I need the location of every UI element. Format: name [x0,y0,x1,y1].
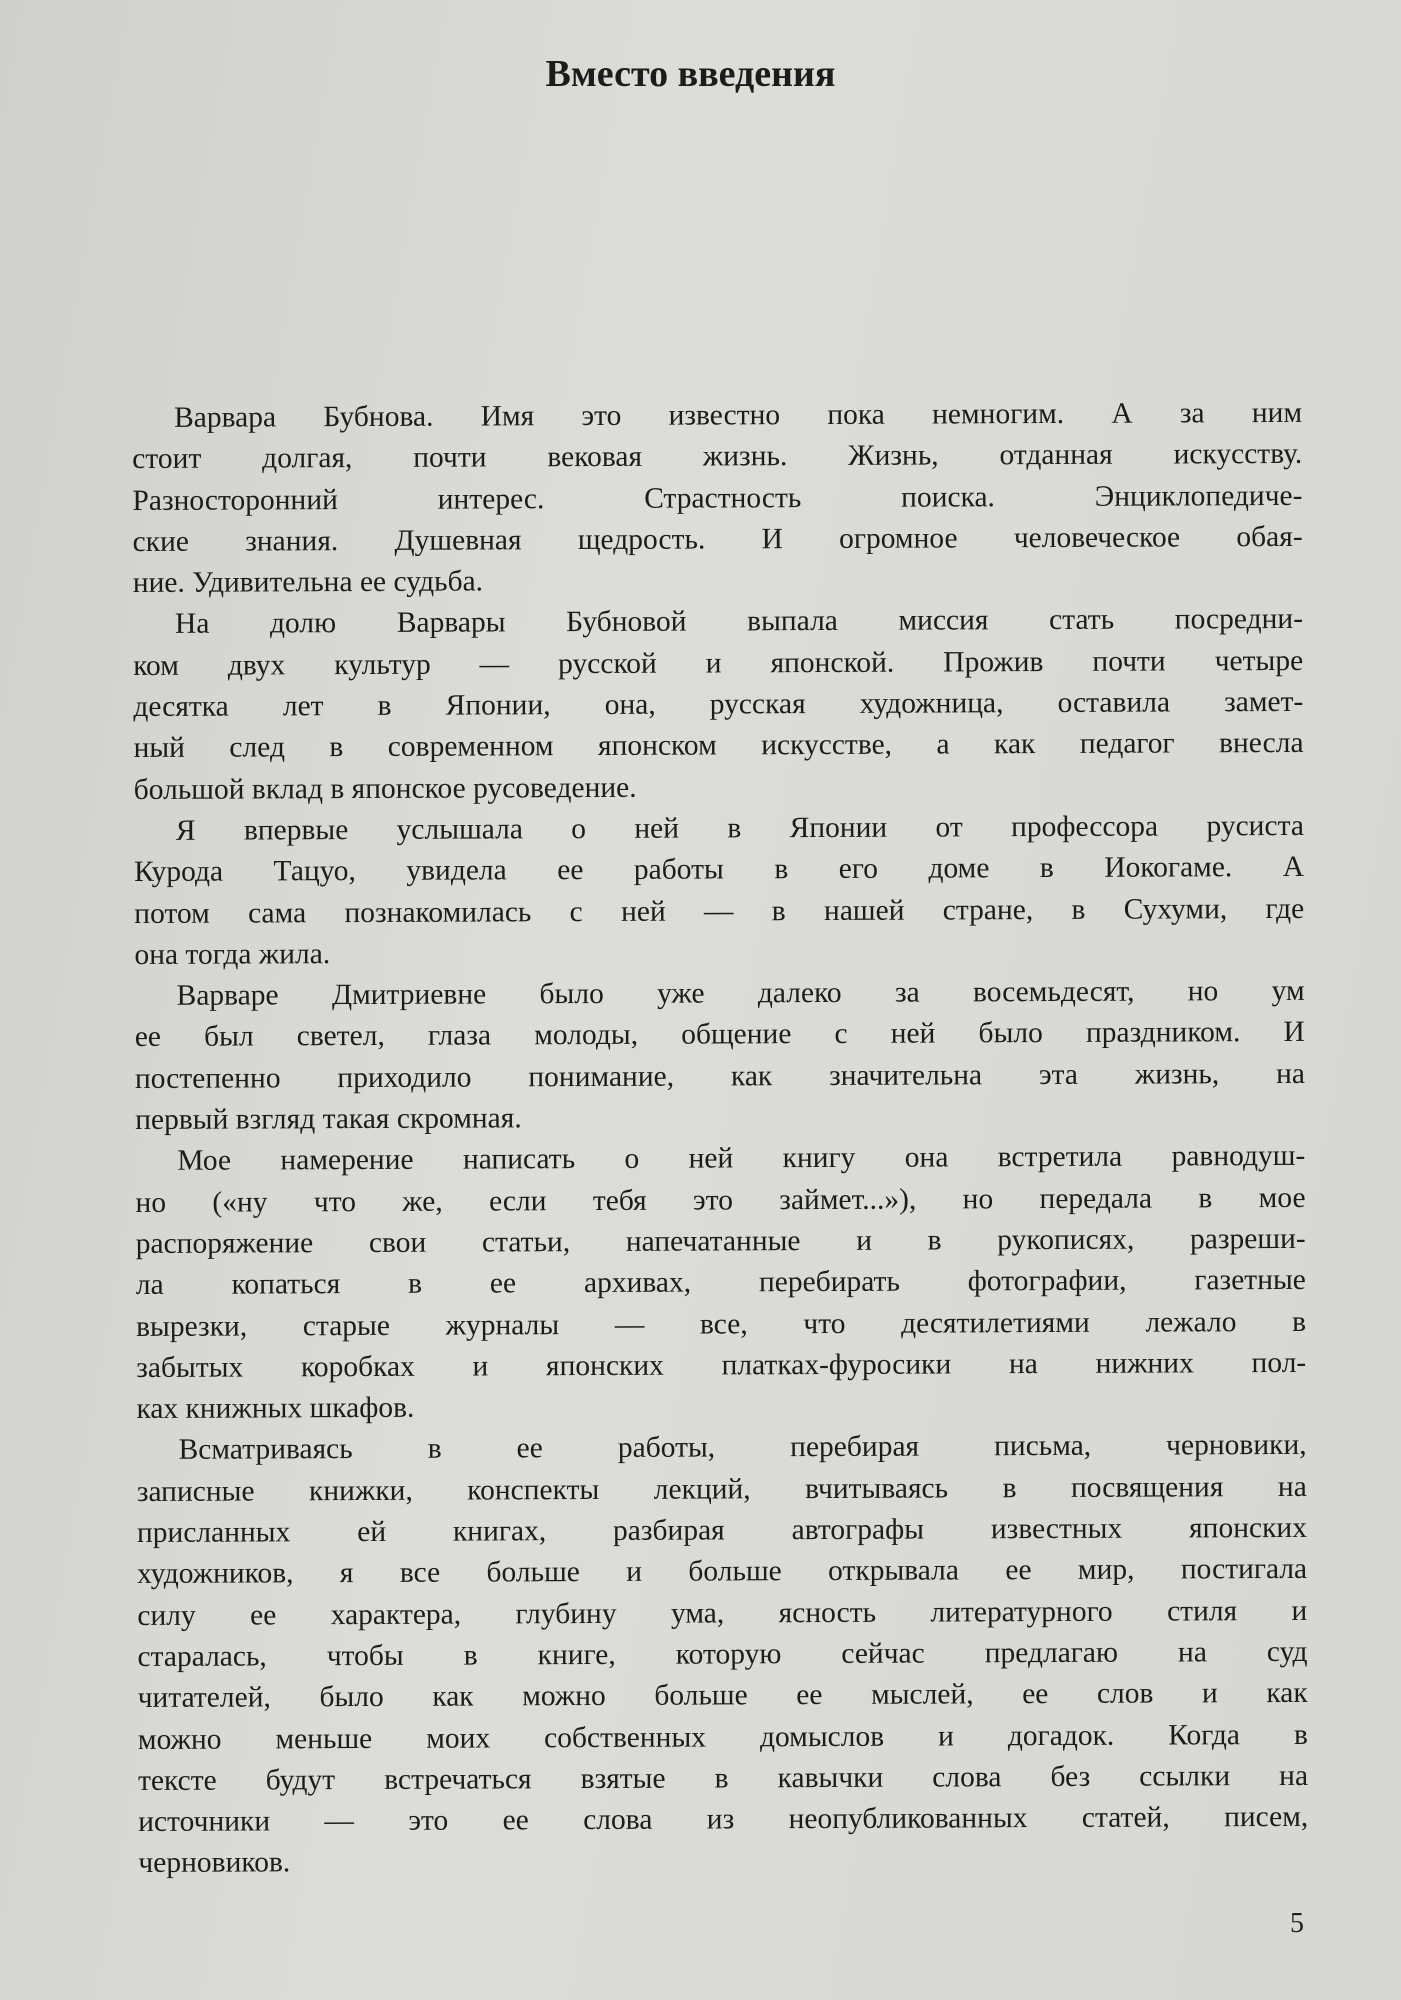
text-line: источники — это ее слова из неопубликованных статей, писем, [138,1800,1309,1839]
text-line: Мое намерение написать о ней книгу она встретила равнодуш- [177,1140,1306,1178]
paragraph [137,1425,1309,1884]
text-line: художников, я все больше и больше открывала ее мир, постигала [137,1553,1308,1591]
text-line: ее был светел, глаза молоды, общение с ней было праздником. И [134,1016,1305,1054]
text-line: ла копаться в ее архивах, перебирать фотографии, газетные [135,1264,1306,1302]
paragraph [132,393,1303,605]
text-line: Курода Тацуо, увидела ее работы в его доме в Иокогаме. А [133,851,1305,889]
text-line: распоряжение свои статьи, напечатанные и в рукописях, разреши- [135,1222,1306,1260]
text-line: На долю Варвары Бубновой выпала миссия стать посредни- [174,603,1304,641]
text-line: читателей, было как можно больше ее мыслей, ее слов и как [137,1677,1308,1715]
text-line: Я впервые услышала о ней в Японии от профессора русиста [175,809,1304,847]
text-line: она тогда жила. [134,938,331,971]
paragraph [135,1136,1306,1430]
paragraph [135,971,1306,1141]
chapter-title [0,52,1401,96]
text-line: стоит долгая, почти вековая жизнь. Жизнь, отданная искусству. [132,438,1303,476]
text-line: ком двух культур — русской и японской. Прожив почти четыре [133,644,1304,682]
text-line: забытых коробках и японских платках-фуросики на нижних пол- [136,1346,1307,1384]
paragraph [134,806,1305,976]
text-line: потом сама познакомилась с ней — в нашей стране, в Сухуми, где [134,892,1305,930]
text-line: ние. Удивительна ее судьба. [132,565,484,600]
body-text [132,393,1308,1885]
text-line: ный след в современном японском искусстве, а как педагог внесла [133,727,1304,765]
text-line: большой вклад в японское русоведение. [133,771,637,806]
text-line: записные книжки, конспекты лекций, вчитываясь в посвящения на [136,1470,1307,1508]
text-line: тексте будут встречаться взятые в кавычки слова без ссылки на [137,1759,1309,1797]
text-line: Варваре Дмитриевне было уже далеко за восемьдесят, но ум [176,975,1305,1012]
paragraph [133,599,1304,811]
text-line: силу ее характера, глубину ума, ясность литературного стиля и [137,1594,1308,1632]
text-line: старалась, чтобы в книге, которую сейчас предлагаю на суд [137,1635,1308,1673]
text-line: ские знания. Душевная щедрость. И огромное человеческое обая- [132,520,1303,558]
text-line: Всматриваясь в ее работы, перебирая письма, черновики, [178,1429,1307,1467]
text-line: можно меньше моих собственных домыслов и догадок. Когда в [137,1718,1308,1756]
text-line: Разносторонний интерес. Страстность поиска. Энциклопедиче- [132,479,1303,517]
chapter-title-text: Вместо введения [545,53,836,95]
text-line: постепенно приходило понимание, как значительна эта жизнь, на [134,1057,1306,1095]
page-number: 5 [1290,1908,1304,1939]
text-line: вырезки, старые журналы — все, что десятилетиями лежало в [135,1305,1307,1343]
text-line: но («ну что же, если тебя это займет...»), но передала в мое [135,1181,1306,1219]
text-line: ках книжных шкафов. [136,1391,415,1426]
text-line: первый взгляд такая скромная. [135,1102,522,1137]
text-line: Варвара Бубнова. Имя это известно пока немногим. А за ним [174,396,1303,434]
text-line: десятка лет в Японии, она, русская художница, оставила замет- [133,685,1304,724]
text-line: присланных ей книгах, разбирая автографы известных японских [136,1511,1308,1550]
text-line: черновиков. [138,1846,291,1880]
